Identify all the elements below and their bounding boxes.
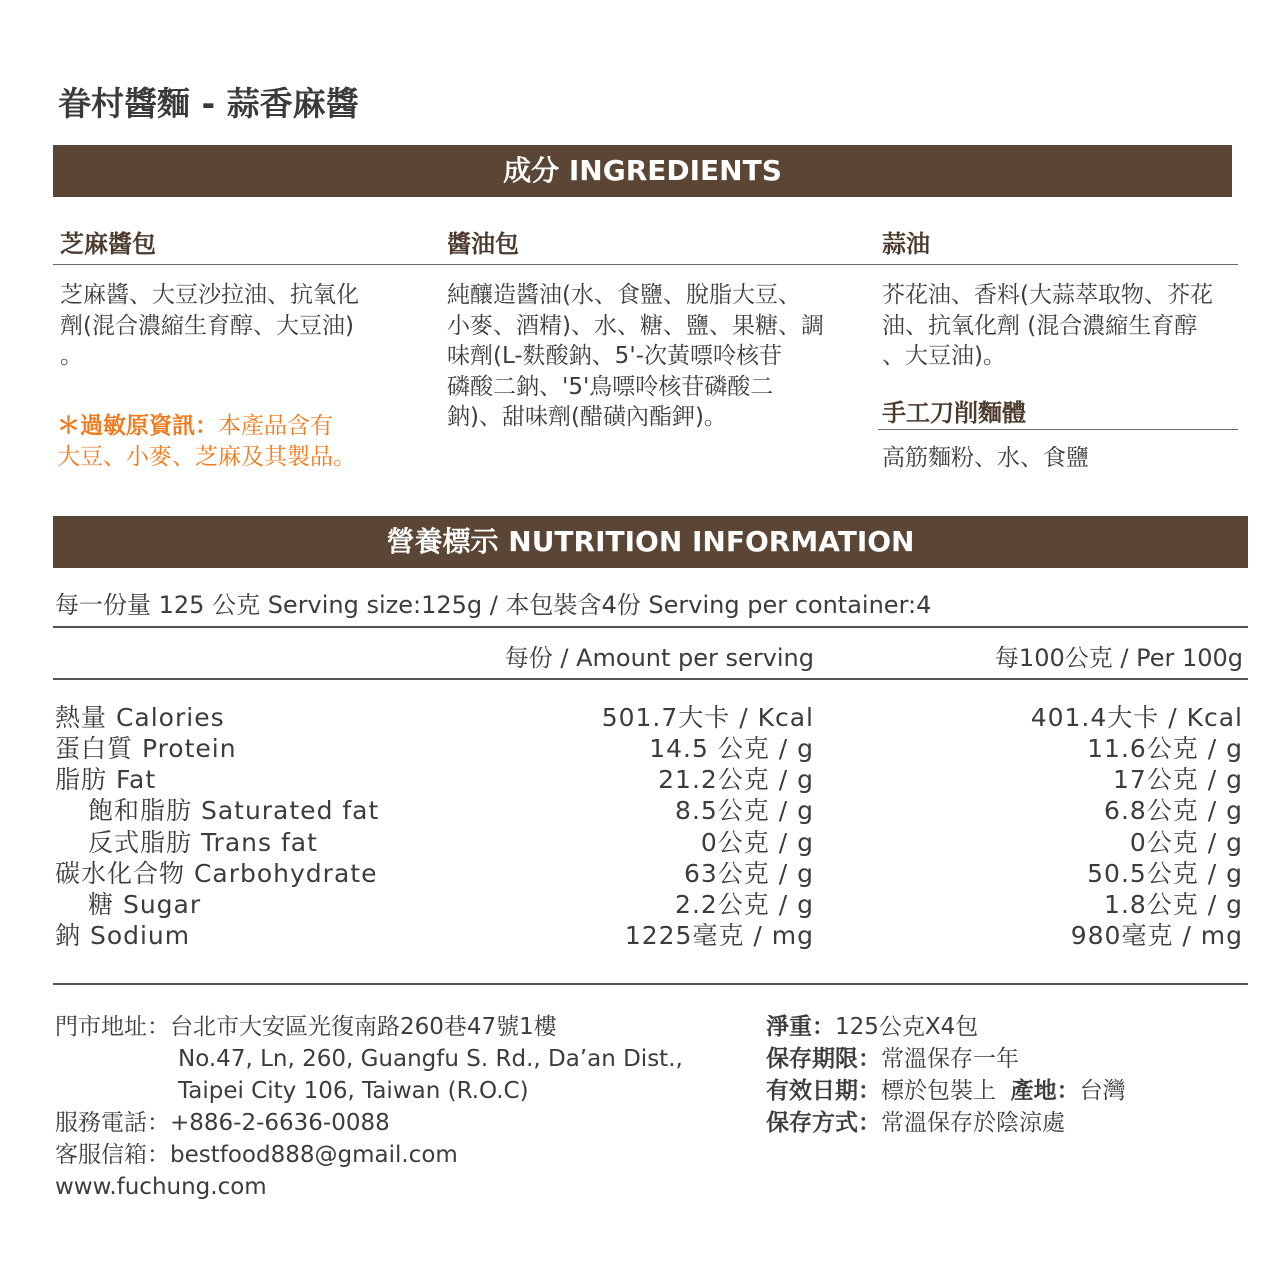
row-per-100g: 50.5公克 / g	[1087, 859, 1243, 888]
noodle-ingredients: 高筋麵粉、水、食鹽	[882, 445, 1089, 471]
row-per-100g: 11.6公克 / g	[1087, 734, 1243, 763]
soy-line-1: 純釀造醬油(水、食鹽、脫脂大豆、	[447, 282, 801, 308]
net-weight: 125公克X4包	[835, 1014, 979, 1040]
address-line-1: 台北市大安區光復南路260巷47號1樓	[170, 1014, 557, 1040]
address-line-2: No.47, Ln, 260, Guangfu S. Rd., Da’an Dist.,	[178, 1046, 683, 1072]
nutrition-row-sodium	[0, 920, 1280, 951]
origin: 台灣	[1079, 1078, 1126, 1104]
serving-size: 每一份量 125 公克 Serving size:125g / 本包裝含4份 Serving per container:4	[55, 591, 932, 619]
garlic-line-3: 、大豆油)。	[882, 343, 1006, 369]
origin-label: 產地：	[1010, 1078, 1080, 1104]
row-per-serving: 63公克 / g	[684, 859, 814, 888]
row-per-serving: 0公克 / g	[700, 828, 814, 857]
shelf-life-label: 保存期限：	[766, 1046, 881, 1072]
expiry-label: 有效日期：	[766, 1078, 881, 1104]
store-address	[55, 1011, 683, 1203]
row-per-100g: 980毫克 / mg	[1070, 921, 1243, 950]
nutrition-header: 營養標示 NUTRITION INFORMATION	[53, 516, 1248, 568]
email-address[interactable]: bestfood888@gmail.com	[170, 1142, 458, 1168]
row-label: 鈉 Sodium	[55, 921, 191, 950]
sesame-line-3: 。	[60, 343, 83, 369]
row-per-100g: 6.8公克 / g	[1104, 796, 1243, 825]
nutrition-divider-top	[53, 626, 1248, 628]
soy-line-2: 小麥、酒精)、水、糖、鹽、果糖、調	[447, 312, 824, 339]
garlic-ingredients	[882, 280, 1252, 372]
nutrition-row-sugar	[0, 889, 1280, 920]
per-serving-header: 每份 / Amount per serving	[504, 644, 814, 672]
noodle-divider	[878, 429, 1238, 430]
row-label: 反式脂肪 Trans fat	[88, 828, 318, 857]
row-label: 糖 Sugar	[88, 890, 202, 919]
nutrition-row-fat	[0, 764, 1280, 795]
row-per-serving: 14.5 公克 / g	[649, 734, 814, 763]
product-title: 眷村醬麵 - 蒜香麻醬	[58, 84, 359, 123]
phone-label: 服務電話：	[55, 1110, 170, 1136]
nutrition-row-calories	[0, 702, 1280, 733]
soy-line-3: 味劑(L-麩酸鈉、5'-次黃嘌呤核苷	[447, 343, 782, 369]
email-label: 客服信箱：	[55, 1142, 170, 1168]
row-label: 碳水化合物 Carbohydrate	[55, 859, 378, 888]
soy-line-5: 鈉)、甜味劑(醋磺內酯鉀)。	[447, 404, 727, 430]
row-label: 脂肪 Fat	[55, 765, 157, 794]
garlic-line-2: 油、抗氧化劑 (混合濃縮生育醇	[882, 312, 1198, 339]
soy-pack-heading: 醬油包	[447, 230, 519, 258]
garlic-oil-heading: 蒜油	[882, 230, 930, 258]
soy-line-4: 磷酸二鈉、'5'鳥嘌呤核苷磷酸二	[447, 373, 774, 400]
row-per-100g: 401.4大卡 / Kcal	[1030, 703, 1243, 732]
nutrition-row-saturated-fat	[0, 795, 1280, 826]
per-100g-header: 每100公克 / Per 100g	[994, 644, 1243, 672]
sesame-ingredients	[60, 280, 430, 372]
allergen-line-2: 大豆、小麥、芝麻及其製品。	[57, 443, 356, 470]
address-label: 門市地址：	[55, 1014, 170, 1040]
storage: 常溫保存於陰涼處	[881, 1110, 1065, 1136]
allergen-info	[57, 411, 427, 472]
shelf-life: 常溫保存一年	[881, 1046, 1019, 1072]
product-info	[766, 1011, 1126, 1139]
row-per-serving: 21.2公克 / g	[658, 765, 814, 794]
nutrition-row-carbohydrate	[0, 858, 1280, 889]
address-line-3: Taipei City 106, Taiwan (R.O.C)	[178, 1078, 529, 1104]
row-label: 蛋白質 Protein	[55, 734, 237, 763]
nutrition-divider-bottom	[53, 983, 1248, 985]
row-per-100g: 1.8公克 / g	[1104, 890, 1243, 919]
noodle-heading: 手工刀削麵體	[882, 399, 1026, 427]
row-per-serving: 2.2公克 / g	[675, 890, 814, 919]
net-weight-label: 淨重：	[766, 1014, 835, 1040]
storage-label: 保存方式：	[766, 1110, 881, 1136]
allergen-label: ＊過敏原資訊：	[57, 413, 218, 439]
row-per-serving: 501.7大卡 / Kcal	[601, 703, 814, 732]
garlic-line-1: 芥花油、香料(大蒜萃取物、芥花	[882, 282, 1213, 308]
row-label: 熱量 Calories	[55, 703, 225, 732]
sesame-line-2: 劑(混合濃縮生育醇、大豆油)	[60, 312, 354, 339]
phone-number[interactable]: +886-2-6636-0088	[170, 1110, 390, 1136]
row-per-100g: 0公克 / g	[1129, 828, 1243, 857]
row-label: 飽和脂肪 Saturated fat	[88, 796, 380, 825]
sesame-line-1: 芝麻醬、大豆沙拉油、抗氧化	[60, 282, 359, 308]
allergen-line-1: 本產品含有	[218, 413, 333, 439]
sesame-pack-heading: 芝麻醬包	[60, 230, 156, 258]
expiry: 標於包裝上	[881, 1078, 996, 1104]
soy-ingredients	[447, 280, 847, 433]
ingredients-header: 成分 INGREDIENTS	[53, 145, 1232, 197]
row-per-serving: 1225毫克 / mg	[624, 921, 814, 950]
ingredients-divider	[53, 264, 1238, 265]
nutrition-divider-header	[53, 678, 1248, 680]
row-per-serving: 8.5公克 / g	[675, 796, 814, 825]
nutrition-row-protein	[0, 733, 1280, 764]
website-link[interactable]: www.fuchung.com	[55, 1174, 267, 1200]
row-per-100g: 17公克 / g	[1113, 765, 1243, 794]
nutrition-row-trans-fat	[0, 827, 1280, 858]
